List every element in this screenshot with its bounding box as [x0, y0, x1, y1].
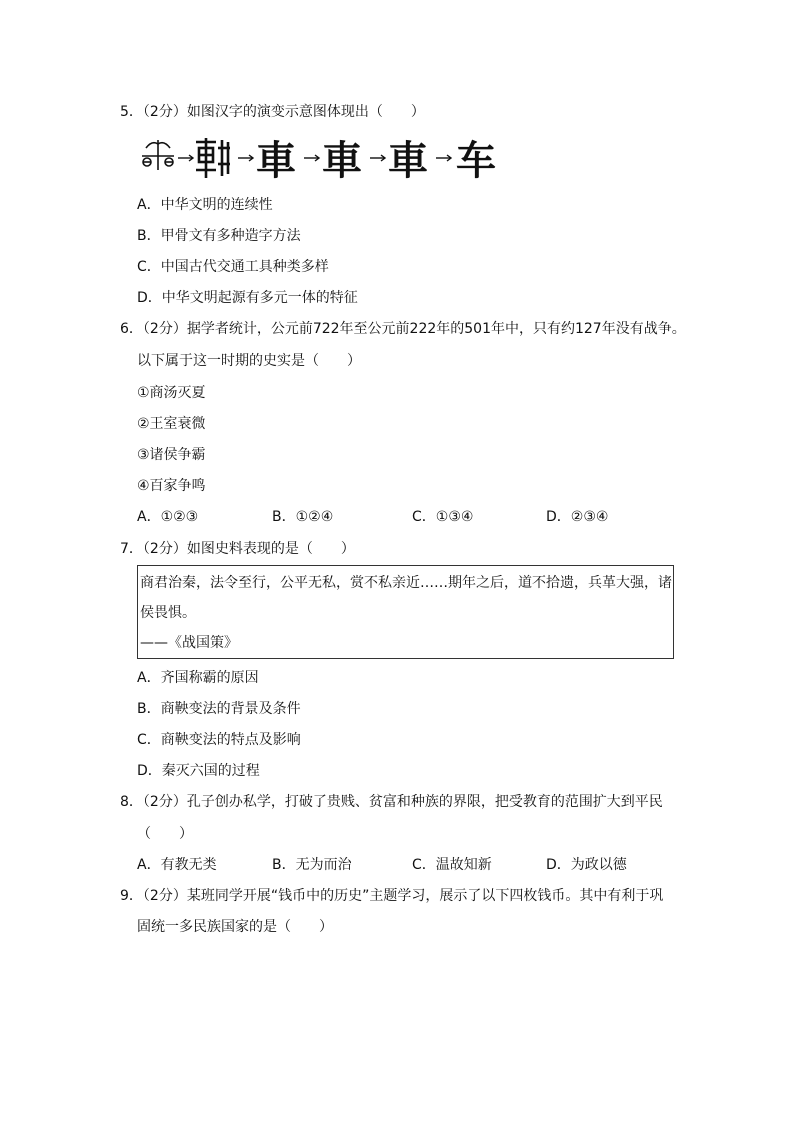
q8-option-a[interactable]: A．有教无类 — [137, 857, 217, 873]
q9-stem-line1: 9．（2分）某班同学开展“钱币中的历史”主题学习，展示了以下四枚钱币。其中有利于巩 — [120, 888, 664, 904]
simplified-glyph: 车 — [456, 137, 496, 182]
bronze-chariot-glyph — [196, 138, 230, 178]
clerical-script-glyph: 車 — [322, 137, 362, 182]
q5-stem: 5．（2分）如图汉字的演变示意图体现出（ ） — [120, 104, 425, 120]
q7-option-c[interactable]: C．商鞅变法的特点及影响 — [137, 732, 301, 748]
q5-option-a[interactable]: A．中华文明的连续性 — [137, 197, 273, 213]
q9-stem-line2: 固统一多民族国家的是（ ） — [137, 919, 333, 935]
q5-option-d[interactable]: D．中华文明起源有多元一体的特征 — [137, 290, 358, 306]
character-evolution-svg — [138, 132, 548, 182]
q6-item-2: ②王室衰微 — [137, 416, 206, 432]
q8-option-d[interactable]: D．为政以德 — [546, 857, 627, 873]
q5-option-b[interactable]: B．甲骨文有多种造字方法 — [137, 228, 301, 244]
q6-option-a[interactable]: A．①②③ — [137, 509, 199, 525]
regular-script-glyph: 車 — [388, 137, 428, 182]
q6-option-d[interactable]: D．②③④ — [546, 509, 609, 525]
q5-option-c[interactable]: C．中国古代交通工具种类多样 — [137, 259, 329, 275]
arrow-icon — [370, 155, 385, 161]
arrow-icon — [304, 155, 319, 161]
q7-stem: 7．（2分）如图史料表现的是（ ） — [120, 541, 355, 557]
q7-option-a[interactable]: A．齐国称霸的原因 — [137, 670, 259, 686]
q8-option-c[interactable]: C．温故知新 — [412, 857, 492, 873]
q8-stem-line2: （ ） — [137, 826, 193, 842]
q6-item-3: ③诸侯争霸 — [137, 447, 206, 463]
q6-item-4: ④百家争鸣 — [137, 478, 206, 494]
q7-quote-line2: 侯畏惧。 — [140, 605, 196, 621]
q7-quote-source: ——《战国策》 — [140, 635, 238, 651]
q7-option-b[interactable]: B．商鞅变法的背景及条件 — [137, 701, 301, 717]
arrow-icon — [178, 155, 193, 161]
q6-option-b[interactable]: B．①②④ — [272, 509, 334, 525]
q8-stem-line1: 8．（2分）孔子创办私学，打破了贵贱、贫富和种族的界限，把受教育的范围扩大到平民 — [120, 794, 663, 810]
q7-quote-line1: 商君治秦，法令至行，公平无私，赏不私亲近……期年之后，道不拾遗，兵革大强，诸 — [140, 575, 672, 591]
arrow-icon — [436, 155, 451, 161]
seal-script-glyph: 車 — [256, 137, 296, 182]
arrow-icon — [238, 155, 253, 161]
q6-stem-line1: 6．（2分）据学者统计，公元前722年至公元前222年的501年中，只有约127年没有战争。 — [120, 321, 686, 337]
q6-stem-line2: 以下属于这一时期的史实是（ ） — [137, 353, 361, 369]
q8-option-b[interactable]: B．无为而治 — [272, 857, 352, 873]
character-evolution-figure — [138, 132, 548, 182]
q7-source-box — [137, 565, 674, 659]
q6-option-c[interactable]: C．①③④ — [412, 509, 474, 525]
q7-option-d[interactable]: D．秦灭六国的过程 — [137, 763, 260, 779]
q6-item-1: ①商汤灭夏 — [137, 385, 206, 401]
oracle-bone-chariot-glyph — [142, 140, 174, 170]
